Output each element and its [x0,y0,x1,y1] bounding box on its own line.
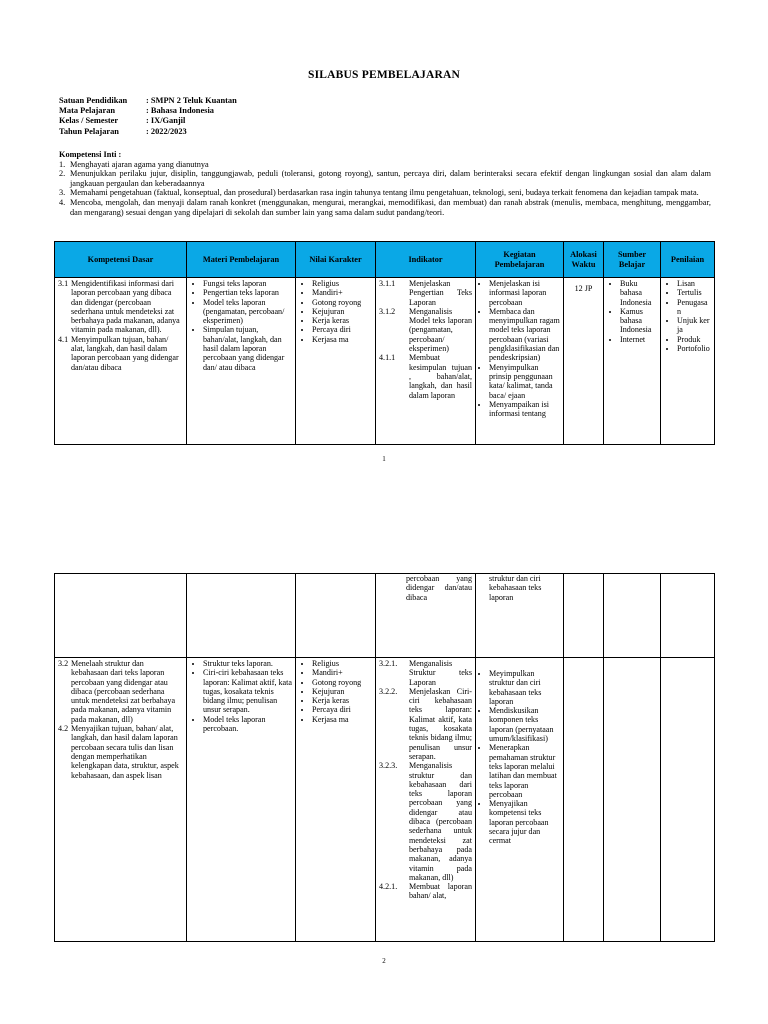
col-header: Alokasi Waktu [564,242,604,278]
indikator-num: 4.1.1 [379,353,396,363]
ki-num: 3. [59,188,66,198]
meta-label: Kelas / Semester [59,116,119,126]
penilaian-cell [661,658,715,942]
table-header-row [55,242,715,278]
list-item: • Mandiri+ [312,668,372,677]
meta-row [59,96,237,106]
col-header: Materi Pembelajaran [187,242,296,278]
ki-list [59,160,711,218]
ki-num: 4. [59,197,66,207]
alokasi-cell [564,574,604,658]
indikator-text: Menganalisis struktur dan kebahasaan dari teks laporan percobaan yang didengar atau dibaca (percobaan sederhana untuk mendeteksi zat berbahaya pada makanan, adanya vitamin pada makanan, dll) [409,761,472,882]
indikator-cell [376,658,476,942]
kd-num: 4.2 [58,724,69,734]
list-item: • Model teks laporan (pengamatan, percobaan/ eksperimen) [203,298,292,326]
list-item: • Unjuk kerja [677,316,711,335]
indikator-text: Membuat kesimpulan tujuan , bahan/alat, langkah, dan hasil dalam laporan [409,353,472,400]
list-item: • Kerjasa ma [312,335,372,344]
list-item: • Menjelaskan isi informasi laporan percobaan [489,279,560,307]
ki-text: Memahami pengetahuan (faktual, konseptual, dan prosedural) berdasarkan rasa ingin tahunya tentang ilmu pengetahuan, teknologi, seni, budaya terkait fenomena dan kejadian tampak mata. [70,188,699,198]
kd-text: Menelaah struktur dan kebahasaan dari teks laporan percobaan yang didengar atau dibaca (percobaan sederhana untuk mendeteksi zat berbahaya pada makanan, adanya vitamin pada makanan, dll) [71,659,176,724]
indikator-item [379,882,472,901]
materi-list [190,279,292,372]
meta-value: : 2022/2023 [146,126,187,136]
kegiatan-cell [476,658,564,942]
kd-text: Menyimpulkan tujuan, bahan/ alat, langkah, dan hasil dalam laporan percobaan yang didengar dan/atau dibaca [71,334,179,372]
kegiatan-cell: struktur dan ciri kebahasaan teks laporan [476,574,564,658]
table-row [55,278,715,445]
nilai-cell [296,278,376,445]
meta-row [59,127,237,137]
materi-cell [187,658,296,942]
ki-item [59,198,711,217]
indikator-text: Membuat laporan bahan/ alat, [409,882,472,901]
list-item: • Simpulan tujuan, bahan/alat, langkah, dan hasil dalam laporan percobaan yang didengar dan/ atau dibaca [203,325,292,371]
list-item: • Kamus bahasa Indonesia [620,307,657,335]
list-item: • Buku bahasa Indonesia [620,279,657,307]
list-item: • Model teks laporan percobaan. [203,715,292,734]
list-item: • Ciri-ciri kebahasaan teks laporan: Kalimat aktif, kata tugas, kosakata teknis bidang ilmu; penulisan unsur serapan. [203,668,292,714]
list-item: • Kerja keras [312,696,372,705]
meta-label: Tahun Pelajaran [59,126,119,136]
kd-num: 3.2 [58,659,69,668]
ki-item [59,169,711,188]
col-header: Penilaian [661,242,715,278]
list-item: • Gotong royong [312,298,372,307]
kd-item [58,659,183,724]
list-item: • Religius [312,659,372,668]
list-item: • Kejujuran [312,307,372,316]
kd-num: 3.1 [58,279,69,288]
list-item: • Pengertian teks laporan [203,288,292,297]
nilai-list [299,659,372,724]
nilai-list [299,279,372,344]
list-item: • Menyimpulkan prinsip penggunaan kata/ kalimat, tanda baca/ ejaan [489,363,560,400]
meta-label: Mata Pelajaran [59,106,116,116]
page-1 [0,0,768,500]
kd-cell [55,278,187,445]
nilai-cell [296,658,376,942]
kegiatan-list [479,669,560,846]
page-number: 1 [382,455,386,463]
list-item: • Portofolio [677,344,711,353]
col-header: Kegiatan Pembelajaran [476,242,564,278]
list-item: • Kerja keras [312,316,372,325]
ki-heading: Kompetensi Inti : [59,150,122,159]
list-item: • Tertulis [677,288,711,297]
indikator-text: Menjelaskan Pengertian Teks Laporan [409,279,472,307]
sumber-cell [604,574,661,658]
indikator-num: 3.2.3. [379,761,398,771]
list-item: • Lisan [677,279,711,288]
indikator-num: 3.2.2. [379,686,398,696]
silabus-table-page-1 [54,241,715,445]
indikator-num: 4.2.1. [379,882,398,892]
col-header: Indikator [376,242,476,278]
list-item: • Internet [620,335,657,344]
meta-label: Satuan Pendidikan [59,96,128,105]
page-gap [0,500,768,570]
indikator-item [379,279,472,307]
list-item: • Kejujuran [312,687,372,696]
indikator-num: 3.1.2 [379,306,396,316]
table-row [55,658,715,942]
indikator-item [379,307,472,353]
kd-item [58,335,183,372]
silabus-table-page-2 [54,573,715,942]
indikator-cell [376,278,476,445]
kd-text: Mengidentifikasi informasi dari laporan percobaan yang dibaca dan didengar (percobaan sederhana untuk mendeteksi zat berbahaya pada makanan, adanya vitamin pada makanan, dll). [71,279,180,335]
page-number: 2 [382,957,386,965]
indikator-num: 3.2.1. [379,659,398,668]
indikator-text: Menganalisis Struktur teks Laporan [409,659,472,687]
penilaian-list [664,279,711,353]
kd-num: 4.1 [58,334,69,344]
table-row [55,574,715,658]
materi-list [190,659,292,733]
indikator-text: Menjelaskan Ciri-ciri kebahasaan teks laporan: Kalimat aktif, kata tugas, kosakata teknis bidang ilmu; penulisan unsur serapan. [409,686,472,761]
list-item: • Produk [677,335,711,344]
ki-item [59,160,711,170]
ki-text: Menghayati ajaran agama yang dianutnya [70,159,209,169]
col-header: Kompetensi Dasar [55,242,187,278]
kegiatan-cell [476,278,564,445]
kd-cell [55,658,187,942]
list-item: • Penugasan [677,298,711,317]
list-item: • Kerjasa ma [312,715,372,724]
kd-text: Menyajikan tujuan, bahan/ alat, langkah, dan hasil dalam laporan percobaan secara tulis dan lisan dengan memperhatikan kelengkapan data, struktur, aspek kebahasaan, dan aspek lisan [71,724,179,780]
alokasi-cell [564,658,604,942]
materi-cell [187,574,296,658]
kd-cell [55,574,187,658]
list-item: • Menyampaikan isi informasi tentang [489,400,560,419]
list-item: • Meyimpulkan struktur dan ciri kebahasaan teks laporan [489,669,560,706]
alokasi-cell: 12 JP [564,278,604,445]
list-item: • Fungsi teks laporan [203,279,292,288]
col-header: Sumber Belajar [604,242,661,278]
ki-num: 1. [59,159,66,169]
meta-row [59,106,237,116]
list-item: • Percaya diri [312,705,372,714]
indikator-item [379,761,472,882]
sumber-cell [604,658,661,942]
penilaian-cell [661,278,715,445]
document-meta [59,96,237,137]
materi-cell [187,278,296,445]
list-item: • Mendiskusikan komponen teks laporan (pernyataan umum/klasifikasi) [489,706,560,743]
kompetensi-inti [59,150,711,217]
kd-item [58,724,183,780]
sumber-cell [604,278,661,445]
list-item: • Religius [312,279,372,288]
indikator-item [379,353,472,399]
indikator-item [379,687,472,761]
nilai-cell [296,574,376,658]
ki-num: 2. [59,169,66,179]
meta-value: : IX/Ganjil [146,116,186,126]
sumber-list [607,279,657,344]
indikator-cell: percobaan yang didengar dan/atau dibaca [376,574,476,658]
list-item: • Mandiri+ [312,288,372,297]
indikator-item [379,659,472,687]
meta-value: : Bahasa Indonesia [146,106,214,116]
page-title: SILABUS PEMBELAJARAN [308,69,460,81]
list-item: • Gotong royong [312,678,372,687]
penilaian-cell [661,574,715,658]
list-item: • Struktur teks laporan. [203,659,292,668]
list-item: • Percaya diri [312,325,372,334]
kd-item [58,279,183,335]
list-item: • Menerapkan pemahaman struktur teks laporan melalui latihan dan membuat teks laporan percobaan [489,743,560,799]
meta-value: : SMPN 2 Teluk Kuantan [146,96,237,105]
meta-row [59,116,237,126]
ki-text: Menunjukkan perilaku jujur, disiplin, tanggungjawab, peduli (toleransi, gotong royong), santun, percaya diri, dalam berinteraksi secara efektif dengan lingkungan sosial dan alam dalam jangkauan pergaulan dan keberadaannya [70,169,711,188]
col-header: Nilai Karakter [296,242,376,278]
indikator-text: Menganalisis Model teks laporan (pengamatan, percobaan/ eksperimen) [409,306,472,354]
ki-text: Mencoba, mengolah, dan menyaji dalam ranah konkret (menggunakan, mengurai, merangkai, memodifikasi, dan membuat) dan ranah abstrak (menulis, membaca, menghitung, menggambar, dan mengarang) sesuai dengan yang dipelajari di sekolah dan sumber lain yang sama dalam sudut pandang/teori. [70,197,711,217]
list-item: • Membaca dan menyimpulkan ragam model teks laporan percobaan (variasi pengklasifikasian dan pendeskripsian) [489,307,560,363]
indikator-num: 3.1.1 [379,279,396,288]
kegiatan-list [479,279,560,418]
list-item: • Menyajikan kompetensi teks laporan percobaan secara jujur dan cermat [489,799,560,845]
ki-item [59,188,711,198]
